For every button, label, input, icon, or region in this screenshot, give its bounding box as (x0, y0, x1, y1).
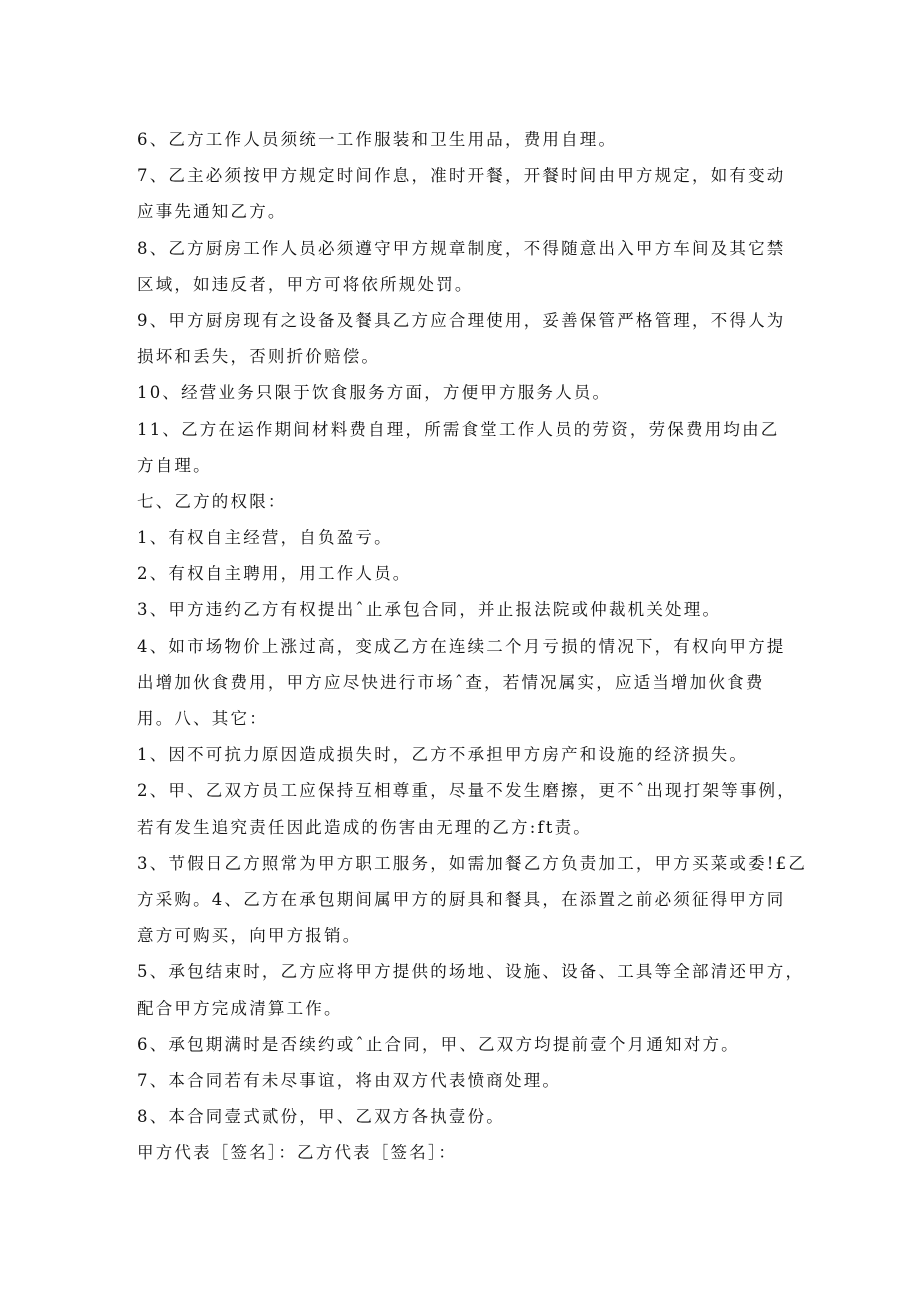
text-line: 9、甲方厨房现有之设备及餐具乙方应合理使用，妥善保管严格管理，不得人为 (137, 310, 786, 330)
text-line: 若有发生追究责任因此造成的伤害由无理的乙方:ft责。 (137, 817, 592, 837)
signature-line: 甲方代表［签名］：乙方代表［签名］： (137, 1143, 458, 1163)
text-line: 方自理。 (137, 455, 212, 475)
text-line: 1、因不可抗力原因造成损失时，乙方不承担甲方房产和设施的经济损失。 (137, 745, 749, 765)
text-line: 3、节假日乙方照常为甲方职工服务，如需加餐乙方负责加工，甲方买菜或委!£乙 (137, 853, 808, 873)
text-line: 应事先通知乙方。 (137, 202, 287, 222)
text-line: 4、如市场物价上涨过高，变成乙方在连续二个月亏损的情况下，有权向甲方提 (137, 636, 786, 656)
text-line: 2、甲、乙双方员工应保持互相尊重，尽量不发生磨擦，更不ˆ出现打架等事例， (137, 781, 796, 801)
text-line: 损坏和丢失，否则折价赔偿。 (137, 347, 381, 367)
text-line: 8、乙方厨房工作人员必须遵守甲方规章制度，不得随意出入甲方车间及其它禁 (137, 238, 786, 258)
text-line: 意方可购买，向甲方报销。 (137, 926, 362, 946)
text-line: 10、经营业务只限于饮食服务方面，方便甲方服务人员。 (137, 383, 612, 403)
text-line: 3、甲方违约乙方有权提出ˆ止承包合同，并止报法院或仲裁机关处理。 (137, 600, 722, 620)
text-line: 6、乙方工作人员须统一工作服装和卫生用品，费用自理。 (137, 130, 618, 149)
text-line: 出增加伙食费用，甲方应尽快进行市场ˆ查，若情况属实，应适当增加伙食费 (137, 672, 765, 692)
text-line: 用。八、其它： (137, 709, 268, 728)
contract-text-body (137, 122, 807, 1171)
text-line: 1、有权自主经营，自负盈亏。 (137, 528, 393, 548)
text-line: 5、承包结束时，乙方应将甲方提供的场地、设施、设备、工具等全部清还甲方， (137, 962, 805, 982)
text-line: 2、有权自主聘用，用工作人员。 (137, 564, 412, 584)
text-line: 8、本合同壹式贰份，甲、乙双方各执壹份。 (137, 1107, 505, 1127)
text-line: 方采购。4、乙方在承包期间属甲方的厨具和餐具，在添置之前必须征得甲方同 (137, 889, 786, 909)
text-line: 7、乙主必须按甲方规定时间作息，准时开餐，开餐时间由甲方规定，如有变动 (137, 166, 786, 186)
text-line: 配合甲方完成清算工作。 (137, 998, 343, 1018)
text-line: 6、承包期满时是否续约或ˆ止合同，甲、乙双方均提前壹个月通知对方。 (137, 1034, 740, 1054)
section-heading: 七、乙方的权限： (137, 491, 287, 511)
text-line: 区域，如违反者，甲方可将依所规处罚。 (137, 274, 474, 294)
text-line: 7、本合同若有未尽事谊，将由双方代表愤商处理。 (137, 1070, 562, 1090)
text-line: 11、乙方在运作期间材料费自理，所需食堂工作人员的劳资，劳保费用均由乙 (137, 419, 780, 439)
